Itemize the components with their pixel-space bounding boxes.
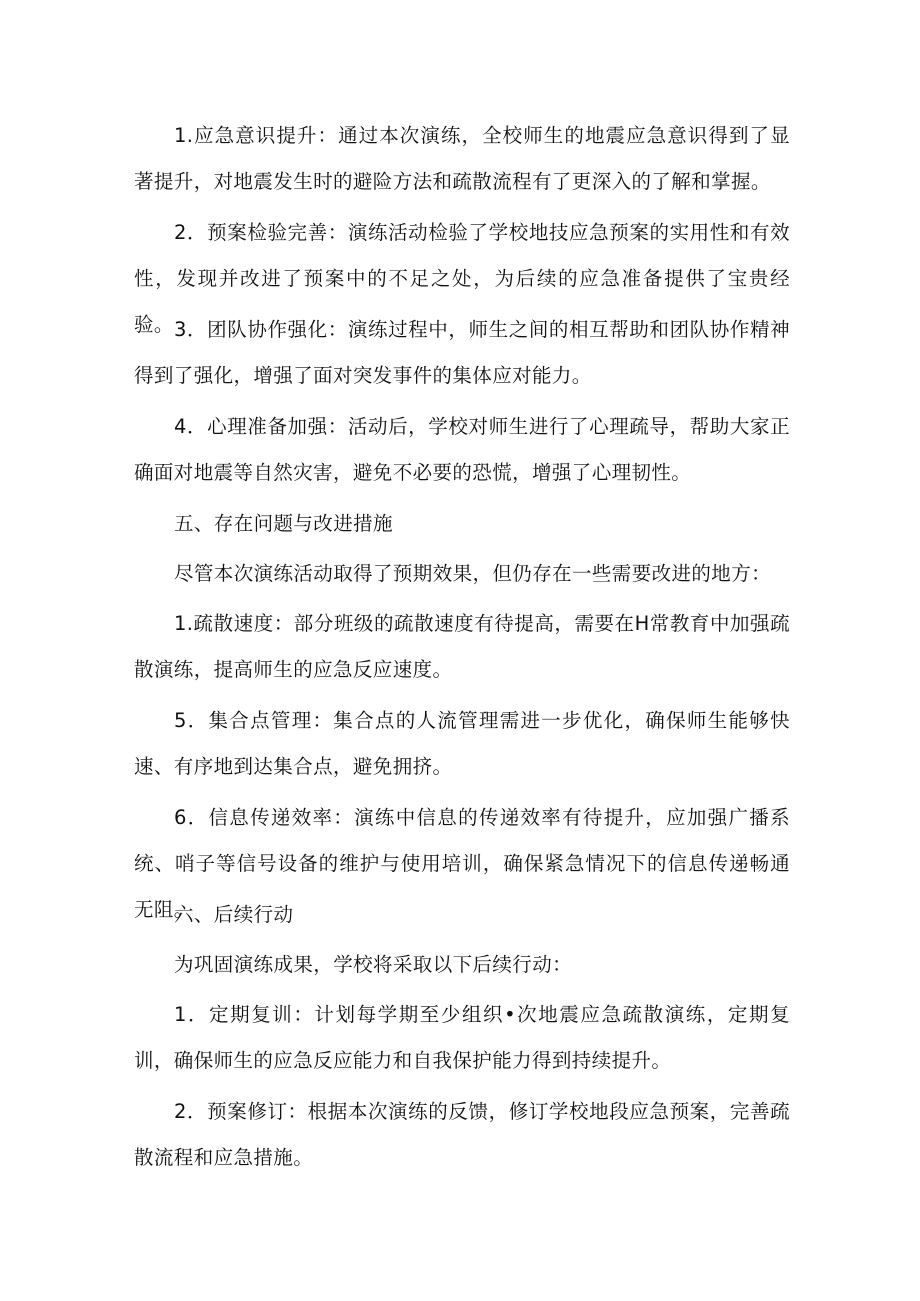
paragraph-emergency-awareness: 1.应急意识提升：通过本次演练，全校师生的地震应急意识得到了显著提升，对地震发生时的避险方法和疏散流程有了更深入的了解和掌握。 <box>134 124 790 193</box>
paragraph-plan-revision: 2．预案修订：根据本次演练的反馈，修订学校地段应急预案，完善疏散流程和应急措施。 <box>134 1100 790 1169</box>
paragraph-evacuation-speed: 1.疏散速度：部分班级的疏散速度有待提高，需要在H常教育中加强疏散演练，提高师生的应急反应速度。 <box>134 612 790 681</box>
paragraph-information-efficiency: 6．信息传递效率：演练中信息的传递效率有待提升，应加强广播系统、哨子等信号设备的维护与使用培训，确保紧急情况下的信息传递畅通无阻。 <box>134 806 790 921</box>
paragraph-regular-retraining: 1．定期复训：计划每学期至少组织•次地震应急疏散演练，定期复训，确保师生的应急反应能力和自我保护能力得到持续提升。 <box>134 1003 790 1072</box>
section-heading-follow-up: 六、后续行动 <box>174 903 294 926</box>
paragraph-problems-intro: 尽管本次演练活动取得了预期效果，但仍存在一些需要改进的地方： <box>174 562 772 585</box>
paragraph-psychological-preparation: 4．心理准备加强：活动后，学校对师生进行了心理疏导，帮助大家正确面对地震等自然灾害，避免不必要的恐慌，增强了心理韧性。 <box>134 415 790 484</box>
paragraph-assembly-point: 5．集合点管理：集合点的人流管理需进一步优化，确保师生能够快速、有序地到达集合点，避免拥挤。 <box>134 709 790 778</box>
paragraph-follow-up-intro: 为巩固演练成果，学校将采取以下后续行动： <box>174 953 573 976</box>
paragraph-plan-verification: 2．预案检验完善：演练活动检验了学校地技应急预案的实用性和有效性，发现并改进了预案中的不足之处，为后续的应急准备提供了宝贵经验。 <box>134 221 790 336</box>
section-heading-problems: 五、存在问题与改进措施 <box>174 512 393 535</box>
paragraph-team-collaboration: 3．团队协作强化：演练过程中，师生之间的相互帮助和团队协作精神得到了强化，增强了面对突发事件的集体应对能力。 <box>134 318 790 387</box>
